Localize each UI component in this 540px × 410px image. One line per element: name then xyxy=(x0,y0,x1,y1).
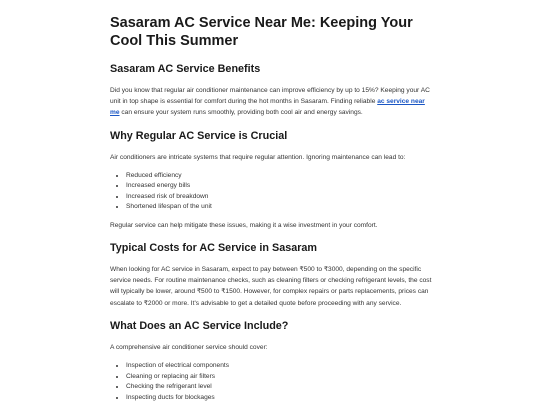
list-item: • Checking the refrigerant level xyxy=(126,382,432,393)
why-intro: Air conditioners are intricate systems that require regular attention. Ignoring maintenance can lead to: xyxy=(110,153,406,161)
why-heading: Why Regular AC Service is Crucial xyxy=(110,129,288,142)
page-title: Sasaram AC Service Near Me: Keeping Your Cool This Summer xyxy=(110,15,413,49)
list-item: • Cleaning or replacing air filters xyxy=(126,372,432,383)
list-item: • Shortened lifespan of the unit xyxy=(126,202,432,213)
benefits-heading: Sasaram AC Service Benefits xyxy=(110,63,261,75)
list-item: • Increased energy bills xyxy=(126,181,432,192)
ac-service-near-me-link[interactable]: ac service near me xyxy=(110,98,425,117)
benefits-text-before: Did you know that regular air conditioner maintenance can improve efficiency by up to 15%? Keeping your AC unit in top shape is essential for comfort during the hot months in Sasaram. Finding reliable xyxy=(110,87,430,106)
include-heading: What Does an AC Service Include? xyxy=(110,319,289,332)
list-item: • Inspection of electrical components xyxy=(126,361,432,372)
costs-paragraph: When looking for AC service in Sasaram, expect to pay between ₹500 to ₹3000, depending on the specific service needs. For routine maintenance checks, such as cleaning filters or checking refrigerant levels, the cost will typically be lower, around ₹500 to ₹1500. However, for complex repairs or parts replacements, prices can escalate to ₹2000 or more. It's advisable to get a detailed quote before proceeding with any service. xyxy=(110,266,432,307)
list-item: • Inspecting ducts for blockages xyxy=(126,393,432,404)
list-item: • Reduced efficiency xyxy=(126,171,432,182)
why-list xyxy=(110,171,432,213)
list-item: • Increased risk of breakdown xyxy=(126,192,432,203)
benefits-paragraph xyxy=(110,85,432,119)
benefits-text-after: can ensure your system runs smoothly, providing both cool air and energy savings. xyxy=(119,109,363,117)
article xyxy=(110,14,432,410)
costs-heading: Typical Costs for AC Service in Sasaram xyxy=(110,242,318,255)
include-intro: A comprehensive air conditioner service should cover: xyxy=(110,343,268,351)
include-list xyxy=(110,361,432,403)
why-outro: Regular service can help mitigate these issues, making it a wise investment in your comfort. xyxy=(110,221,378,229)
